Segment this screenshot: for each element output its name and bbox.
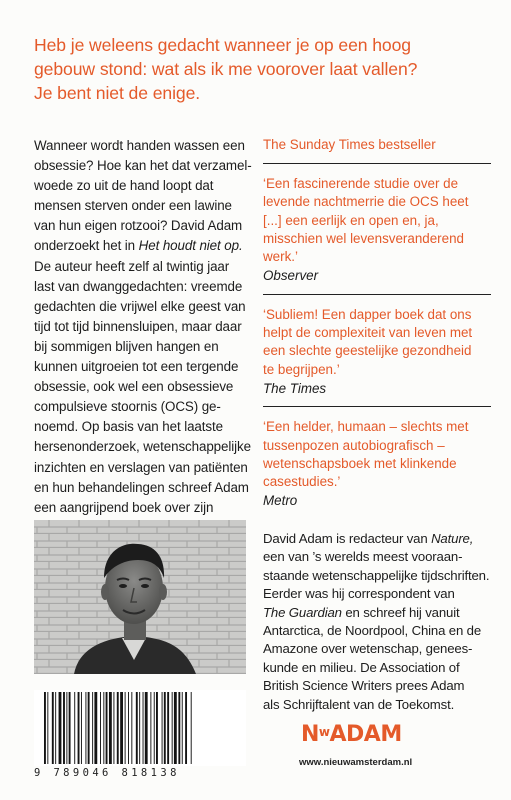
quote-line: [...] een eerlijk en open en, ja, [263,212,439,228]
blurb-line: gedachten die vrijwel elke geest van [34,298,246,314]
quote-line: tussenpozen autobiografisch – [263,437,445,453]
quote-text [263,175,493,266]
quote-text [263,306,493,379]
barcode-bar [164,692,166,764]
barcode-bar [106,692,108,764]
quote-line: misschien wel levensveranderend [263,230,464,246]
blurb-line: bij sommigen blijven hangen en [34,338,219,354]
barcode-bar [136,692,138,764]
barcode-bar [139,692,140,764]
quote-source: Metro [263,493,298,509]
blurb-line: kunnen uitgroeien tot een tergende [34,359,239,375]
isbn-barcode [34,690,246,788]
quote-line: te begrijpen.’ [263,361,340,377]
review-quote [263,407,493,518]
barcode-bar [113,692,114,764]
blurb-line: compulsieve stoornis (OCS) ge- [34,399,221,415]
barcode-bar [47,692,48,764]
review-column [263,136,493,519]
barcode-bar [59,692,62,764]
blurb-line [34,236,258,256]
blurb-line: en hun behandelingen schreef Adam [34,479,249,495]
bio-line: Amazone over wetenschap, genees- [263,641,473,657]
quote-source: Observer [263,268,319,284]
bio-line: kunde en milieu. De Association of [263,659,460,675]
book-blurb [34,136,258,558]
blurb-line: van hun eigen rotzooi? David Adam [34,218,243,234]
barcode-bar [131,692,132,764]
barcode-bar [55,692,56,764]
headline-line: Heb je weleens gedacht wanneer je op een hoog [34,35,411,55]
barcode-bar [174,692,177,764]
blurb-text: onderzoekt het in [34,238,139,254]
headline-line: Je bent niet de enige. [34,83,201,103]
blurb-line: noemd. Op basis van het laatste [34,419,223,435]
barcode-bar [85,692,86,764]
barcode-bar [81,692,82,764]
barcode-bar [69,692,71,764]
book-title: Het houdt niet op. [138,238,243,254]
bio-line: Eerder was hij correspondent van [263,586,455,602]
barcode-bar [103,692,104,764]
bio-line: als Schrijftalent van de Toekomst. [263,696,455,712]
barcode-bar [167,692,169,764]
quote-line: casestudies.’ [263,474,341,490]
barcode-bar [74,692,75,764]
barcode-bar [44,692,46,764]
quote-line: wetenschapsboek met klinkende [263,455,457,471]
barcode-bar [172,692,173,764]
quote-line: een slechte geestelijke gezondheid [263,343,472,359]
barcode-bar [94,692,97,764]
barcode-bar [191,692,192,764]
headline-line: gebouw stond: wat als ik me voorover laat vallen? [34,59,418,79]
barcode-bar [143,692,144,764]
barcode-bar [162,692,163,764]
bio-line: British Science Writers prees Adam [263,678,465,694]
barcode-bar [66,692,67,764]
blurb-line: obsessie, ook wel een obsessieve [34,379,234,395]
logo-text: w [318,725,330,739]
barcode-bar [156,692,158,764]
blurb-line: een aangrijpend boek over zijn [34,499,214,515]
quote-line: helpt de complexiteit van leven met [263,325,473,341]
review-quote [263,164,493,294]
barcode-bar [100,692,101,764]
quote-line: ‘Subliem! Een dapper boek dat ons [263,306,472,322]
newspaper-title: The Guardian [263,604,342,620]
author-portrait-image [34,520,246,674]
barcode-bar [109,692,112,764]
logo-text: N [301,722,319,747]
publisher-website: www.nieuwamsterdam.nl [299,757,413,768]
magazine-title: Nature, [431,531,474,546]
barcode-bar [185,692,187,764]
quote-line: ‘Een helder, humaan – slechts met [263,419,469,435]
quote-line: ‘Een fascinerende studie over de [263,176,459,191]
bio-text: David Adam is redacteur van [263,531,432,546]
blurb-line: last van dwanggedachten: vreemde [34,278,243,294]
quote-line: werk.’ [263,249,298,265]
barcode-bar [125,692,126,764]
bio-line: Antarctica, de Noordpool, China en de [263,623,482,639]
blurb-line: De auteur heeft zelf al twintig jaar [34,258,230,274]
author-bio [263,530,493,714]
barcode-bar [88,692,90,764]
publisher-logo [301,722,402,747]
bio-text: en schreef hij vanuit [341,604,460,620]
quote-text [263,418,493,491]
headline [34,33,484,105]
blurb-line: mensen sterven onder een lawine [34,198,232,214]
blurb-line: Wanneer wordt handen wassen een [34,138,245,153]
barcode-bars [34,690,246,766]
review-quote [263,295,493,406]
bestseller-label: The Sunday Times bestseller [263,137,436,152]
barcode-bar [178,692,180,764]
barcode-bar [63,692,65,764]
barcode-bar [78,692,80,764]
bio-line: staande wetenschappelijke tijdschriften. [263,567,490,583]
bio-line [263,530,493,548]
barcode-bar [150,692,151,764]
barcode-bar [182,692,183,764]
barcode-bar [145,692,148,764]
barcode-bar [120,692,123,764]
barcode-bar [154,692,155,764]
quote-source: The Times [263,380,327,396]
blurb-line: woede zo uit de hand loopt dat [34,178,214,194]
blurb-line: inzichten en verslagen van patiënten [34,459,248,475]
barcode-bar [52,692,54,764]
author-photo [34,520,246,674]
blurb-line: hersenonderzoek, wetenschappelijke [34,439,251,455]
blurb-line: obsessie? Hoe kan het dat verzamel- [34,158,252,174]
bio-line [263,604,493,622]
barcode-bar [117,692,119,764]
bio-line: een van ’s werelds meest vooraan- [263,549,463,565]
blurb-line: tijd tot tijd binnensluipen, maar daar [34,318,242,334]
logo-text: ADAM [329,722,402,747]
quote-line: levende nachtmerrie die OCS heet [263,194,469,210]
barcode-number: 9 789046 818138 [34,767,180,779]
barcode-bar [128,692,129,764]
barcode-bar [92,692,93,764]
